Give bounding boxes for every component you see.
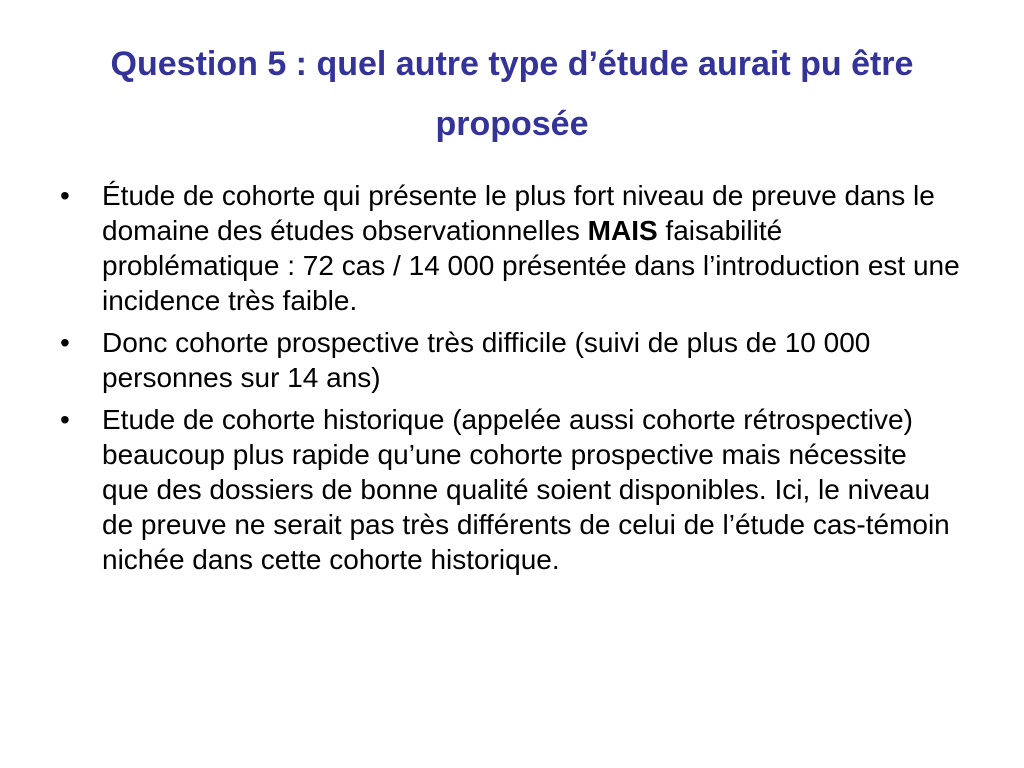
bullet-marker: • [60, 327, 70, 358]
bullet-marker: • [60, 180, 70, 211]
bullet-item-historical-cohort [60, 402, 960, 577]
bullet-emphasis-mais: MAIS [587, 215, 658, 246]
bullet-marker: • [60, 404, 70, 435]
bullet-item-prospective-cohort [60, 325, 960, 395]
bullet-text-part: Étude de cohorte qui présente le plus fort niveau de preuve dans le domaine des études observationnelles [102, 180, 935, 246]
bullet-text: Etude de cohorte historique (appelée aussi cohorte rétrospective) beaucoup plus rapide qu’une cohorte prospective mais nécessite que des dossiers de bonne qualité soient disponibles. Ici, le niveau de preuve ne serait pas très différents de celui de l’étude cas-témoin nichée dans cette cohorte historique. [102, 404, 950, 575]
bullet-text-part: faisabilité problématique : 72 cas / 14 000 présentée dans l’introduction est une incidence très faible. [102, 215, 960, 316]
bullet-list [60, 178, 960, 584]
bullet-item-cohort-study [60, 178, 960, 318]
slide-title: Question 5 : quel autre type d’étude aurait pu être proposée [110, 45, 914, 143]
bullet-text: Donc cohorte prospective très difficile (suivi de plus de 10 000 personnes sur 14 ans) [102, 327, 871, 393]
